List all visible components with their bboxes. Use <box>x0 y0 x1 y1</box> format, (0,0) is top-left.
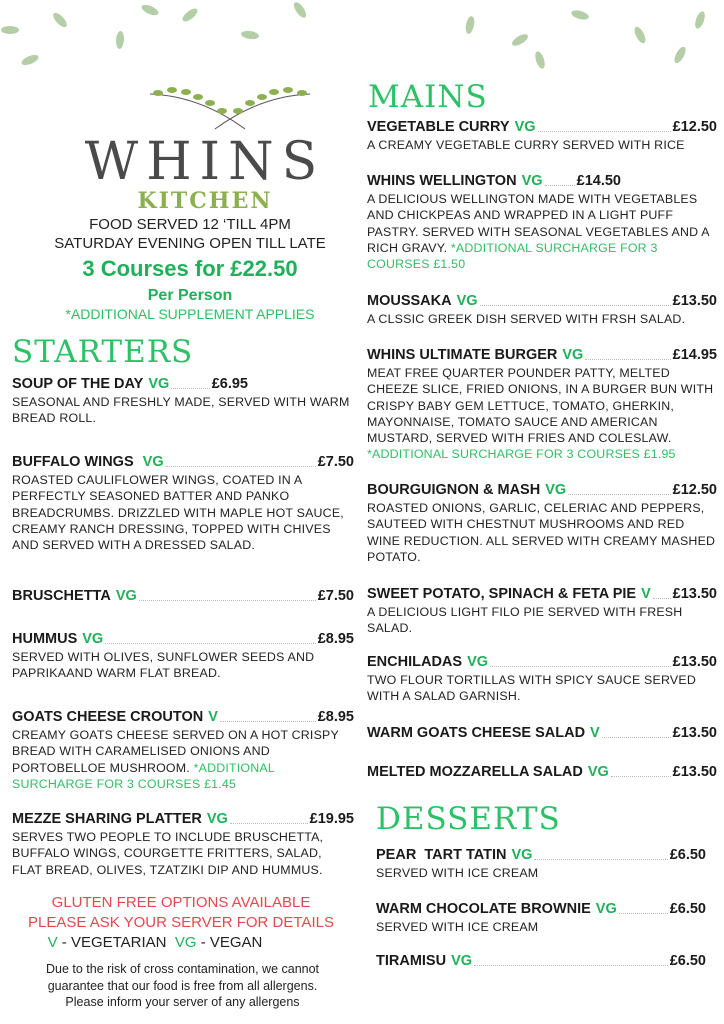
leaf-garland-decoration <box>0 0 724 80</box>
description-text: SERVED WITH OLIVES, SUNFLOWER SEEDS AND PAPRIKAAND WARM FLAT BREAD. <box>12 650 315 681</box>
menu-item <box>376 900 706 935</box>
item-description <box>367 604 717 637</box>
dotted-leader <box>568 493 670 495</box>
item-name: SWEET POTATO, SPINACH & FETA PIE <box>367 586 637 602</box>
description-text: CREAMY GOATS CHEESE SERVED ON A HOT CRISPY BREAD WITH CARAMELISED ONIONS AND PORTOBELLOE MUSHROOM. <box>12 728 339 775</box>
menu-item <box>12 453 354 553</box>
menu-item-header <box>12 375 248 393</box>
item-description <box>367 672 717 705</box>
offer-title: 3 Courses for £22.50 <box>82 256 298 281</box>
gluten-free-notice <box>0 893 362 933</box>
legend-v-label: - VEGETARIAN <box>57 934 175 951</box>
menu-item-header <box>12 810 354 828</box>
item-price: £19.95 <box>309 811 354 827</box>
item-price: £6.95 <box>211 376 248 392</box>
dotted-leader <box>545 184 575 186</box>
diet-tag: VG <box>562 347 584 363</box>
menu-item <box>12 587 354 605</box>
item-name: ENCHILADAS <box>367 654 463 670</box>
hours-line: SATURDAY EVENING OPEN TILL LATE <box>54 235 326 252</box>
description-text: SEASONAL AND FRESHLY MADE, SERVED WITH WARM BREAD ROLL. <box>12 395 350 426</box>
allergen-notice <box>10 961 355 1011</box>
dotted-leader <box>538 130 671 132</box>
description-text: SERVED WITH ICE CREAM <box>376 866 539 880</box>
item-description <box>367 137 717 153</box>
dotted-leader <box>534 858 667 860</box>
leaf-shape <box>257 94 267 100</box>
description-text: A DELICIOUS LIGHT FILO PIE SERVED WITH FRESH SALAD. <box>367 605 683 636</box>
item-name: PEAR TART TATIN <box>376 847 507 863</box>
item-description <box>12 394 354 427</box>
menu-item <box>367 118 717 153</box>
item-description <box>12 649 354 682</box>
item-description <box>367 365 717 463</box>
item-name: WARM GOATS CHEESE SALAD <box>367 725 586 741</box>
leaf-shape <box>570 9 590 22</box>
diet-tag: VG <box>82 631 104 647</box>
item-description <box>367 500 717 565</box>
menu-item <box>367 585 717 637</box>
dotted-leader <box>585 358 670 360</box>
leaf-shape <box>1 26 19 34</box>
description-text: A CLSSIC GREEK DISH SERVED WITH FRSH SALAD. <box>367 312 686 326</box>
item-price: £13.50 <box>672 764 717 780</box>
leaf-shape <box>269 89 279 95</box>
leaf-shape <box>632 25 647 45</box>
item-price: £8.95 <box>317 709 354 725</box>
menu-item-header <box>12 630 354 648</box>
leaf-shape <box>233 108 243 114</box>
diet-tag: VG <box>206 811 228 827</box>
description-text: TWO FLOUR TORTILLAS WITH SPICY SAUCE SERVED WITH A SALAD GARNISH. <box>367 673 696 704</box>
dotted-leader <box>653 597 671 599</box>
item-price: £6.50 <box>669 953 706 969</box>
brand-subtitle: KITCHEN <box>137 188 273 214</box>
leaf-shape <box>292 0 309 19</box>
leaf-shape <box>51 11 69 30</box>
legend-vg: VG <box>174 934 197 951</box>
diet-tag: VG <box>142 454 164 470</box>
menu-item-header <box>376 900 706 918</box>
diet-tag: VG <box>514 119 536 135</box>
menu-item <box>12 708 354 792</box>
description-text: ROASTED ONIONS, GARLIC, CELERIAC AND PEPPERS, SAUTEED WITH CHESTNUT MUSHROOMS AND RED WINE REDUCTION. ALL SERVED WITH CREAMY MASHED POTATO. <box>367 501 716 564</box>
menu-item-header <box>367 724 717 742</box>
menu-item-header <box>367 481 717 499</box>
item-description <box>376 865 706 881</box>
menu-item-header <box>367 118 717 136</box>
dotted-leader <box>166 465 316 467</box>
leaf-shape <box>245 100 255 106</box>
menu-item <box>376 952 706 970</box>
dotted-leader <box>490 665 671 667</box>
item-name: TIRAMISU <box>376 953 447 969</box>
description-text: SERVED WITH ICE CREAM <box>376 920 539 934</box>
leaf-shape <box>205 100 215 106</box>
dotted-leader <box>171 387 209 389</box>
diet-tag: VG <box>511 847 533 863</box>
item-description <box>12 472 354 553</box>
menu-item-header <box>376 952 706 970</box>
surcharge-note: *ADDITIONAL SURCHARGE FOR 3 COURSES £1.45 <box>12 760 275 791</box>
menu-item <box>12 375 354 427</box>
diet-tag: VG <box>451 953 473 969</box>
opening-hours <box>0 215 380 253</box>
item-description <box>376 919 706 935</box>
item-name: WARM CHOCOLATE BROWNIE <box>376 901 591 917</box>
item-description <box>367 311 717 327</box>
leaf-shape <box>297 90 307 96</box>
brand-name: WHINS <box>84 132 326 192</box>
offer-per-person: Per Person <box>147 287 233 304</box>
leaf-shape <box>140 3 160 18</box>
item-price: £12.50 <box>672 482 717 498</box>
dotted-leader <box>139 599 316 601</box>
offer-supplement: *ADDITIONAL SUPPLEMENT APPLIES <box>65 306 315 322</box>
dotted-leader <box>611 775 671 777</box>
diet-tag: V <box>208 709 218 725</box>
item-name: HUMMUS <box>12 631 78 647</box>
leaf-shape <box>181 89 191 95</box>
menu-item-header <box>376 846 706 864</box>
item-price: £8.95 <box>317 631 354 647</box>
item-price: £13.50 <box>672 293 717 309</box>
diet-tag: VG <box>595 901 617 917</box>
surcharge-note: *ADDITIONAL SURCHARGE FOR 3 COURSES £1.95 <box>367 447 676 462</box>
leaf-shape <box>193 94 203 100</box>
item-name: GOATS CHEESE CROUTON <box>12 709 204 725</box>
item-price: £14.95 <box>672 347 717 363</box>
description-text: A DELICIOUS WELLINGTON MADE WITH VEGETABLES AND CHICKPEAS AND WRAPPED IN A LIGHT PUFF PASTRY. SERVED WITH SEASONAL VEGETABLES AND A RICH GRAVY. <box>367 192 710 255</box>
leaf-shape <box>20 53 40 67</box>
leaf-shape <box>510 32 530 48</box>
diet-legend <box>0 934 310 951</box>
item-name: MOUSSAKA <box>367 293 452 309</box>
logo-branch-icon <box>140 84 320 134</box>
hours-line: FOOD SERVED 12 ‘TILL 4PM <box>89 216 291 233</box>
item-name: SOUP OF THE DAY <box>12 376 144 392</box>
gluten-line: PLEASE ASK YOUR SERVER FOR DETAILS <box>28 914 334 931</box>
dotted-leader <box>230 822 308 824</box>
section-heading-starters: STARTERS <box>12 334 194 370</box>
dotted-leader <box>480 304 671 306</box>
leaf-shape <box>115 31 124 50</box>
leaf-shape <box>533 50 546 70</box>
description-text: MEAT FREE QUARTER POUNDER PATTY, MELTED CHEEZE SLICE, FRIED ONIONS, IN A BURGER BUN WITH CRISPY BABY GEM LETTUCE, TOMATO, GHERKIN, MAYONNAISE, TOMATO SAUCE AND AMERICAN MUSTARD, SERVED WITH FRIES AND COLESLAW. <box>367 366 714 446</box>
menu-item <box>367 724 717 742</box>
menu-item <box>367 346 717 463</box>
menu-item <box>376 846 706 881</box>
diet-tag: VG <box>587 764 609 780</box>
item-name: WHINS WELLINGTON <box>367 173 517 189</box>
diet-tag: VG <box>456 293 478 309</box>
diet-tag: VG <box>115 588 137 604</box>
item-name: BRUSCHETTA <box>12 588 111 604</box>
leaf-shape <box>153 90 163 96</box>
description-text: SERVES TWO PEOPLE TO INCLUDE BRUSCHETTA, BUFFALO WINGS, COURGETTE FRITTERS, SALAD, FLAT BREAD, OLIVES, TZATZIKI DIP AND HUMMUS. <box>12 830 324 877</box>
item-price: £14.50 <box>576 173 621 189</box>
diet-tag: VG <box>148 376 170 392</box>
menu-item-header <box>367 346 717 364</box>
leaf-shape <box>180 6 199 24</box>
item-name: MELTED MOZZARELLA SALAD <box>367 764 583 780</box>
allergen-line: guarantee that our food is free from all allergens. <box>47 978 318 993</box>
item-price: £13.50 <box>672 725 717 741</box>
legend-vg-label: - VEGAN <box>196 934 263 951</box>
item-name: WHINS ULTIMATE BURGER <box>367 347 558 363</box>
item-description <box>12 727 354 792</box>
dotted-leader <box>619 912 668 914</box>
menu-item-header <box>367 292 717 310</box>
item-description <box>367 191 717 272</box>
dotted-leader <box>220 720 316 722</box>
leaf-shape <box>283 87 293 93</box>
leaf-shape <box>672 45 688 65</box>
menu-item <box>12 810 354 878</box>
menu-item <box>367 172 717 272</box>
menu-item-header <box>367 172 621 190</box>
legend-v: V <box>47 934 58 951</box>
item-price: £6.50 <box>669 901 706 917</box>
allergen-line: Due to the risk of cross contamination, we cannot <box>45 962 320 976</box>
description-text: ROASTED CAULIFLOWER WINGS, COATED IN A PERFECTLY SEASONED BATTER AND PANKO BREADCRUMBS. DRIZZLED WITH MAPLE HOT SAUCE, CREAMY RANCH DRESSING, TOPPED WITH CHIVES AND SERVED WITH A DRESSED SALAD. <box>12 473 344 553</box>
dotted-leader <box>105 642 316 644</box>
gluten-line: GLUTEN FREE OPTIONS AVAILABLE <box>51 894 311 911</box>
diet-tag: VG <box>467 654 489 670</box>
item-name: BOURGUIGNON & MASH <box>367 482 541 498</box>
section-heading-desserts: DESSERTS <box>376 801 561 837</box>
item-name: MEZZE SHARING PLATTER <box>12 811 202 827</box>
section-heading-mains: MAINS <box>368 79 488 115</box>
diet-tag: VG <box>521 173 543 189</box>
item-price: £13.50 <box>672 586 717 602</box>
menu-item <box>367 763 717 781</box>
leaf-shape <box>241 30 260 40</box>
surcharge-note: *ADDITIONAL SURCHARGE FOR 3 COURSES £1.50 <box>367 240 658 272</box>
item-price: £12.50 <box>672 119 717 135</box>
diet-tag: V <box>590 725 600 741</box>
dotted-leader <box>474 964 668 966</box>
diet-tag: V <box>641 586 651 602</box>
leaf-shape <box>693 10 707 30</box>
menu-item <box>367 292 717 327</box>
item-price: £7.50 <box>317 588 354 604</box>
item-description <box>12 829 354 878</box>
leaf-shape <box>217 108 227 114</box>
menu-item-header <box>12 587 354 605</box>
menu-item-header <box>367 585 717 603</box>
menu-item <box>367 653 717 705</box>
menu-item <box>12 630 354 682</box>
item-price: £13.50 <box>672 654 717 670</box>
item-price: £7.50 <box>317 454 354 470</box>
diet-tag: VG <box>545 482 567 498</box>
description-text: A CREAMY VEGETABLE CURRY SERVED WITH RICE <box>367 138 685 152</box>
leaf-shape <box>464 15 476 34</box>
menu-item-header <box>367 653 717 671</box>
menu-item-header <box>367 763 717 781</box>
menu-item-header <box>12 708 354 726</box>
menu-item <box>367 481 717 565</box>
menu-item-header <box>12 453 354 471</box>
allergen-line: Please inform your server of any allergens <box>65 995 300 1009</box>
item-price: £6.50 <box>669 847 706 863</box>
item-name: BUFFALO WINGS <box>12 454 138 470</box>
item-name: VEGETABLE CURRY <box>367 119 510 135</box>
dotted-leader <box>602 736 671 738</box>
leaf-shape <box>167 87 177 93</box>
